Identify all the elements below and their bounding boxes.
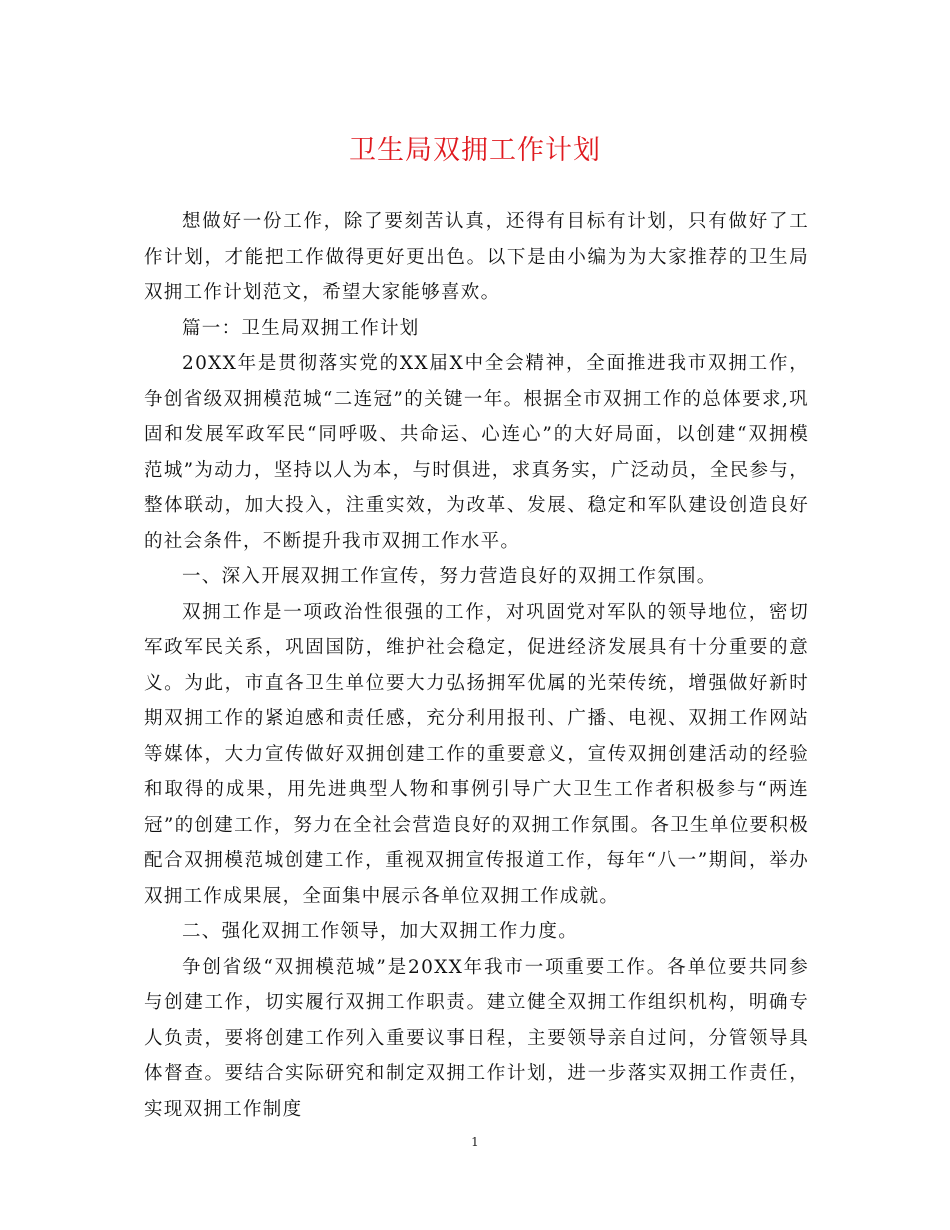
document-body xyxy=(144,204,809,1127)
body-paragraph: 争创省级“双拥模范城”是20XX年我市一项重要工作。各单位要共同参与创建工作，切实履行双拥工作职责。建立健全双拥工作组织机构，明确专人负责，要将创建工作列入重要议事日程，主要领导亲自过问，分管领导具体督查。要结合实际研究和制定双拥工作计划，进一步落实双拥工作责任，实现双拥工作制度 xyxy=(144,956,809,1120)
section-heading-one: 一、深入开展双拥工作宣传，努力营造良好的双拥工作氛围。 xyxy=(182,566,717,587)
page-number: 1 xyxy=(471,1135,479,1149)
intro-paragraph: 想做好一份工作，除了要刻苦认真，还得有目标有计划，只有做好了工作计划，才能把工作做得更好更出色。以下是由小编为为大家推荐的卫生局双拥工作计划范文，希望大家能够喜欢。 xyxy=(144,211,809,303)
document-title: 卫生局双拥工作计划 xyxy=(349,135,601,166)
section-heading-two: 二、强化双拥工作领导，加大双拥工作力度。 xyxy=(182,921,579,942)
body-paragraph: 双拥工作是一项政治性很强的工作，对巩固党对军队的领导地位，密切军政军民关系，巩固国防，维护社会稳定，促进经济发展具有十分重要的意义。为此，市直各卫生单位要大力弘扬拥军优属的光荣传统，增强做好新时期双拥工作的紧迫感和责任感，充分利用报刊、广播、电视、双拥工作网站等媒体，大力宣传做好双拥创建工作的重要意义，宣传双拥创建活动的经验和取得的成果，用先进典型人物和事例引导广大卫生工作者积极参与“两连冠”的创建工作，努力在全社会营造良好的双拥工作氛围。各卫生单位要积极配合双拥模范城创建工作，重视双拥宣传报道工作，每年“八一”期间，举办双拥工作成果展，全面集中展示各单位双拥工作成就。 xyxy=(144,601,809,907)
section-heading-part-one: 篇一：卫生局双拥工作计划 xyxy=(182,317,420,339)
body-paragraph: 20XX年是贯彻落实党的XX届X中全会精神，全面推进我市双拥工作，争创省级双拥模范城“二连冠”的关键一年。根据全市双拥工作的总体要求,巩固和发展军政军民“同呼吸、共命运、心连心”的大好局面，以创建“双拥模范城”为动力，坚持以人为本，与时俱进，求真务实，广泛动员，全民参与，整体联动，加大投入，注重实效，为改革、发展、稳定和军队建设创造良好的社会条件，不断提升我市双拥工作水平。 xyxy=(144,353,809,552)
